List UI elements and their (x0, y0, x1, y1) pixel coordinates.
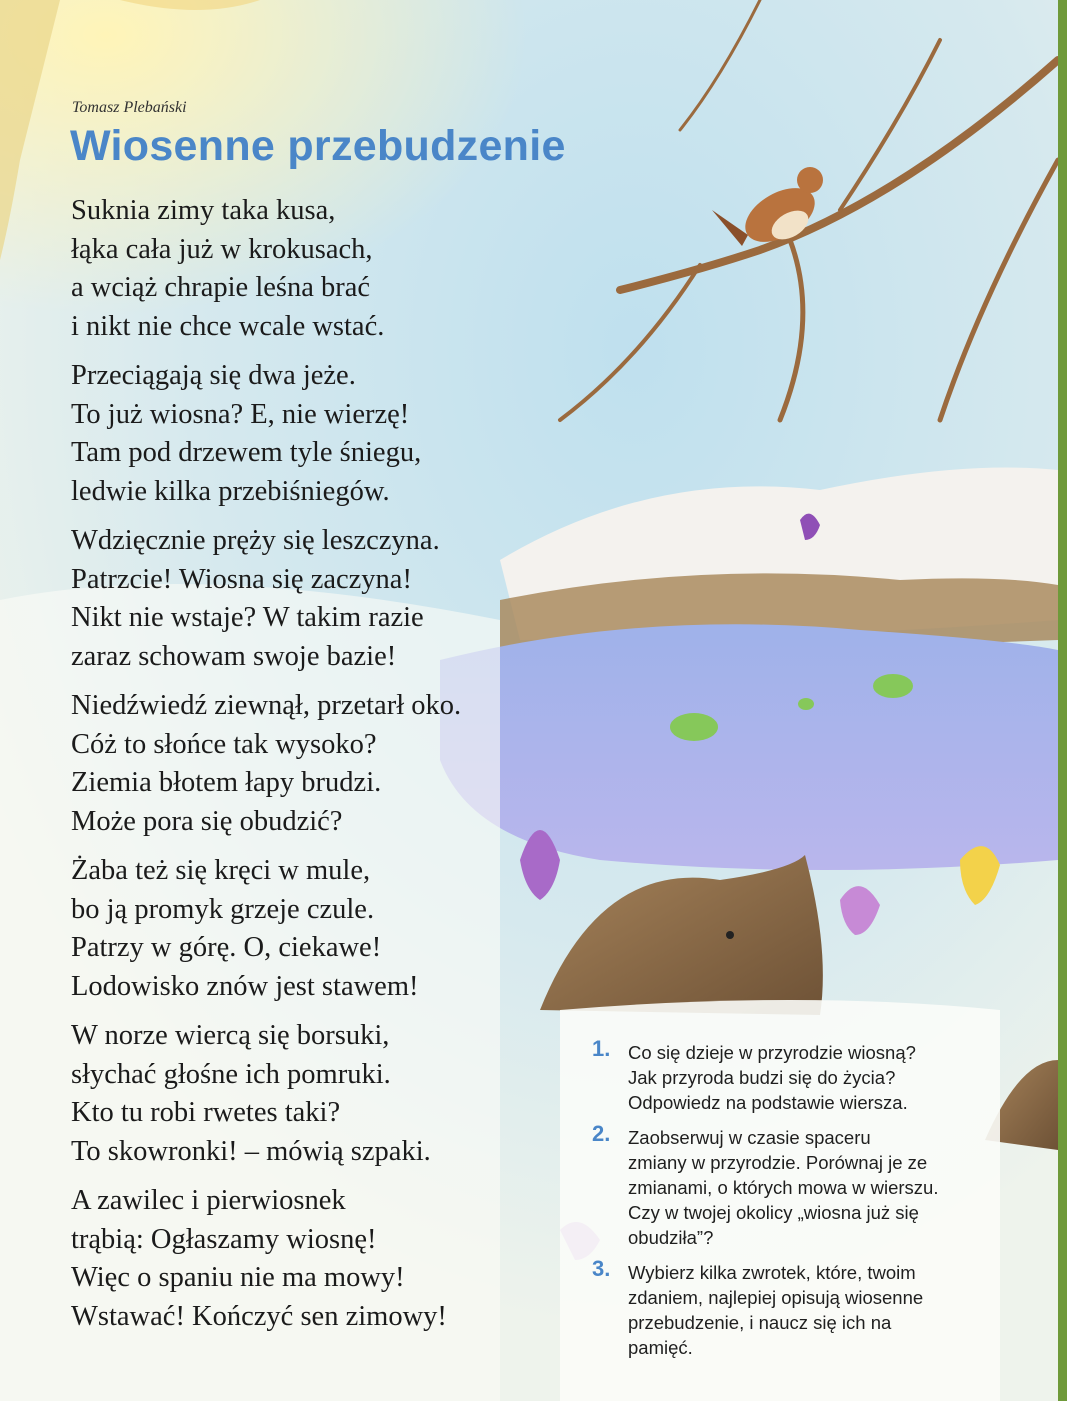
poem-line: To już wiosna? E, nie wierzę! (71, 398, 410, 430)
task-line: Wybierz kilka zwrotek, które, twoim (628, 1262, 916, 1283)
task-line: przebudzenie, i naucz się ich na (628, 1312, 892, 1333)
poem-line: Niedźwiedź ziewnął, przetarł oko. (71, 690, 462, 721)
poem-line: Żaba też się kręci w mule, (71, 855, 371, 886)
task-line: Jak przyroda budzi się do życia? (628, 1067, 896, 1088)
task-line: zmianami, o których mowa w wierszu. (628, 1177, 939, 1198)
task-item (590, 1036, 990, 1115)
poem-line: i nikt nie chce wcale wstać. (71, 310, 385, 342)
stanza (71, 1182, 591, 1336)
task-line: pamięć. (628, 1337, 693, 1358)
task-line: obudziła”? (628, 1227, 714, 1248)
task-number: 2. (592, 1121, 611, 1146)
poem (71, 192, 591, 1347)
poem-line: a wciąż chrapie leśna brać (71, 272, 371, 303)
poem-line: Tam pod drzewem tyle śniegu, (71, 437, 422, 468)
stanza (71, 192, 591, 346)
poem-line: Patrzy w górę. O, ciekawe! (71, 932, 382, 963)
task-item (590, 1256, 990, 1360)
poem-line: Cóż to słońce tak wysoko? (71, 728, 377, 760)
task-line: zmiany w przyrodzie. Porównaj je ze (628, 1152, 928, 1173)
task-number: 3. (592, 1256, 611, 1281)
task-number: 1. (592, 1036, 611, 1061)
poem-line: Ziemia błotem łapy brudzi. (71, 767, 382, 798)
stanza (71, 687, 591, 841)
task-line: zdaniem, najlepiej opisują wiosenne (628, 1287, 924, 1308)
poem-line: W norze wiercą się borsuki, (71, 1020, 390, 1051)
poem-line: trąbią: Ogłaszamy wiosnę! (71, 1223, 377, 1255)
poem-line: bo ją promyk grzeje czule. (71, 893, 375, 925)
task-item (590, 1121, 990, 1250)
poem-line: słychać głośne ich pomruki. (71, 1058, 391, 1090)
task-line: Co się dzieje w przyrodzie wiosną? (628, 1042, 916, 1063)
stanza (71, 852, 591, 1006)
poem-line: Przeciągają się dwa jeże. (71, 360, 356, 391)
task-line: Odpowiedz na podstawie wiersza. (628, 1092, 908, 1113)
stanza (71, 357, 591, 511)
poem-author: Tomasz Plebański (72, 99, 187, 116)
stanza (71, 522, 591, 676)
task-line: Zaobserwuj w czasie spaceru (628, 1127, 871, 1148)
poem-line: A zawilec i pierwiosnek (71, 1185, 346, 1216)
task-line: Czy w twojej okolicy „wiosna już się (628, 1202, 919, 1223)
poem-line: zaraz schowam swoje bazie! (71, 640, 397, 672)
poem-title: Wiosenne przebudzenie (70, 122, 566, 170)
poem-line: Wstawać! Kończyć sen zimowy! (71, 1300, 447, 1332)
task-list (590, 1036, 990, 1370)
page-border (1058, 0, 1067, 1401)
poem-line: Suknia zimy taka kusa, (71, 195, 336, 226)
poem-line: Może pora się obudzić? (71, 805, 343, 837)
stanza (71, 1017, 591, 1171)
poem-line: Wdzięcznie pręży się leszczyna. (71, 525, 440, 556)
poem-line: Nikt nie wstaje? W takim razie (71, 602, 424, 633)
poem-line: Więc o spaniu nie ma mowy! (71, 1262, 405, 1293)
poem-line: Patrzcie! Wiosna się zaczyna! (71, 563, 412, 595)
poem-line: Kto tu robi rwetes taki? (71, 1097, 341, 1128)
poem-line: To skowronki! – mówią szpaki. (71, 1135, 431, 1167)
poem-line: ledwie kilka przebiśniegów. (71, 475, 390, 507)
poem-line: Lodowisko znów jest stawem! (71, 970, 419, 1002)
poem-line: łąka cała już w krokusach, (71, 233, 373, 265)
